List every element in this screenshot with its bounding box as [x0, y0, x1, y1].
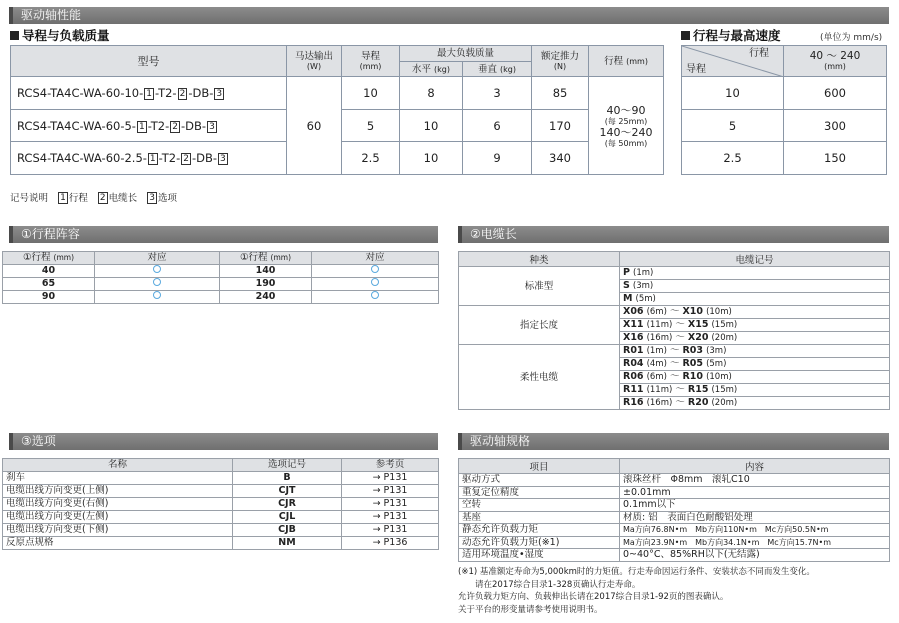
circle-icon: [153, 278, 161, 286]
table-row: [682, 77, 887, 110]
table-row: [459, 345, 890, 358]
section-header-actuator-performance: [9, 7, 889, 24]
cable-type: 柔性电缆: [459, 345, 620, 410]
motor-output-value: 60: [287, 77, 342, 175]
thrust-value: 170: [532, 110, 589, 142]
thrust-value: 340: [532, 142, 589, 175]
spec-item: 适用环境温度•湿度: [459, 549, 620, 562]
spec-item: 静态允许负载力矩: [459, 524, 620, 537]
option-code: CJL: [233, 511, 342, 524]
section-header-cable-length: ②电缆长: [458, 226, 889, 243]
option-name: 电缆出线方向变更(右侧): [3, 498, 233, 511]
table-row: [459, 549, 890, 562]
horizontal-value: 10: [400, 110, 463, 142]
header-support: 对应: [312, 252, 439, 265]
option-code: NM: [233, 537, 342, 550]
model-name: RCS4-TA4C-WA-60-2.5- 1 -T2- 2 -DB- 3: [11, 142, 287, 175]
stroke-value: 40: [3, 265, 95, 278]
table-row: [459, 486, 890, 499]
lead-value: 2.5: [342, 142, 400, 175]
table-row: [459, 267, 890, 280]
table-row: [682, 110, 887, 142]
cable-type: 标准型: [459, 267, 620, 306]
header-stroke: 行程 (mm): [589, 46, 664, 77]
speed-value: 150: [784, 142, 887, 175]
cable-code: R16 (16m) ～ R20 (20m): [620, 397, 890, 410]
section-title: 驱动轴性能: [21, 8, 82, 22]
speed-table: [681, 45, 887, 175]
cable-code: X16 (16m) ～ X20 (20m): [620, 332, 890, 345]
option-name: 电缆出线方向变更(下侧): [3, 524, 233, 537]
model-name: RCS4-TA4C-WA-60-5- 1 -T2- 2 -DB- 3: [11, 110, 287, 142]
header-thrust: 额定推力 (N): [532, 46, 589, 77]
header-model: 型号: [11, 46, 287, 77]
option-page: → P131: [342, 511, 439, 524]
table-row: [459, 306, 890, 319]
section-header-specs: 驱动轴规格: [458, 433, 889, 450]
square-bullet-icon: [681, 31, 690, 40]
option-page: → P136: [342, 537, 439, 550]
horizontal-value: 10: [400, 142, 463, 175]
vertical-value: 3: [463, 77, 532, 110]
table-row: [459, 511, 890, 524]
cable-code: X11 (11m) ～ X15 (15m): [620, 319, 890, 332]
support-mark: [95, 291, 220, 304]
table-row: [3, 291, 439, 304]
table-row: [459, 536, 890, 549]
section-header-stroke-list: ①行程阵容: [9, 226, 438, 243]
spec-item: 驱动方式: [459, 474, 620, 487]
stroke-list-table: [2, 251, 439, 304]
option-page: → P131: [342, 485, 439, 498]
cable-type: 指定长度: [459, 306, 620, 345]
header-lead: 导程 (mm): [342, 46, 400, 77]
section-header-options: ③选项: [9, 433, 438, 450]
cable-code: X06 (6m) ～ X10 (10m): [620, 306, 890, 319]
speed-unit: (单位为 mm/s): [820, 33, 883, 43]
header-horizontal: 水平 (kg): [400, 62, 463, 77]
table-row: [3, 485, 439, 498]
support-mark: [95, 265, 220, 278]
spec-item: 空转: [459, 499, 620, 512]
spec-content: 材质: 铝 表面白色耐酸铝处理: [620, 511, 890, 524]
cable-code: R01 (1m) ～ R03 (3m): [620, 345, 890, 358]
circle-icon: [371, 265, 379, 273]
options-table: [2, 458, 439, 550]
header-stroke: ①行程 (mm): [3, 252, 95, 265]
thrust-value: 85: [532, 77, 589, 110]
cable-code: P (1m): [620, 267, 890, 280]
stroke-value: 140: [220, 265, 312, 278]
header-page: 参考页: [342, 459, 439, 472]
speed-value: 600: [784, 77, 887, 110]
cable-code: S (3m): [620, 280, 890, 293]
header-type: 种类: [459, 252, 620, 267]
option-name: 电缆出线方向变更(上侧): [3, 485, 233, 498]
circle-icon: [153, 291, 161, 299]
circle-icon: [371, 291, 379, 299]
option-name: 电缆出线方向变更(左侧): [3, 511, 233, 524]
option-code: CJB: [233, 524, 342, 537]
vertical-value: 9: [463, 142, 532, 175]
option-page: → P131: [342, 472, 439, 485]
stroke-value: 40～90 (每 25mm) 140～240 (每 50mm): [589, 77, 664, 175]
spec-content: 0~40°C、85%RH以下(无结露): [620, 549, 890, 562]
cable-code: R04 (4m) ～ R05 (5m): [620, 358, 890, 371]
header-motor: 马达输出 (W): [287, 46, 342, 77]
square-bullet-icon: [10, 31, 19, 40]
option-name: 刹车: [3, 472, 233, 485]
spec-item: 重复定位精度: [459, 486, 620, 499]
cable-code: R11 (11m) ～ R15 (15m): [620, 384, 890, 397]
model-name: RCS4-TA4C-WA-60-10- 1 -T2- 2 -DB- 3: [11, 77, 287, 110]
header-content: 内容: [620, 459, 890, 474]
spec-item: 动态允许负载力矩(※1): [459, 536, 620, 549]
option-code: CJR: [233, 498, 342, 511]
stroke-range-header: 40 ～ 240 (mm): [784, 46, 887, 77]
header-code: 电缆记号: [620, 252, 890, 267]
spec-content: 0.1mm以下: [620, 499, 890, 512]
table-row: [3, 265, 439, 278]
lead-payload-title: 导程与负载质量: [10, 26, 110, 44]
header-item: 项目: [459, 459, 620, 474]
speed-title: 行程与最高速度: [681, 26, 781, 44]
lead-value: 5: [342, 110, 400, 142]
lead-value: 5: [682, 110, 784, 142]
table-row: [682, 142, 887, 175]
symbol-legend: 记号说明 1 行程 2 电缆长 3 选项: [10, 193, 177, 204]
spec-content: 滚珠丝杆 Φ8mm 滚轧C10: [620, 474, 890, 487]
speed-value: 300: [784, 110, 887, 142]
stroke-value: 240: [220, 291, 312, 304]
lead-value: 2.5: [682, 142, 784, 175]
table-row: [3, 472, 439, 485]
table-row: [3, 524, 439, 537]
option-name: 反原点规格: [3, 537, 233, 550]
specs-table: [458, 458, 890, 562]
header-name: 名称: [3, 459, 233, 472]
spec-content: ±0.01mm: [620, 486, 890, 499]
support-mark: [95, 278, 220, 291]
lead-value: 10: [342, 77, 400, 110]
table-row: [11, 77, 664, 110]
cable-code: R06 (6m) ～ R10 (10m): [620, 371, 890, 384]
header-payload: 最大负载质量: [400, 46, 532, 62]
stroke-value: 65: [3, 278, 95, 291]
footnote: (※1) 基准额定寿命为5,000km时的力矩值。行走寿命因运行条件、安装状态不同而发生变化。: [458, 567, 815, 577]
option-page: → P131: [342, 524, 439, 537]
spec-content: Ma方向23.9N•m Mb方向34.1N•m Mc方向15.7N•m: [620, 536, 890, 549]
corner-header: 行程 导程: [682, 46, 784, 77]
support-mark: [312, 278, 439, 291]
footnote: 允许负载力矩方向、负载伸出长请在2017综合目录1-92页的图表确认。: [458, 592, 729, 602]
table-row: [3, 498, 439, 511]
stroke-value: 90: [3, 291, 95, 304]
cable-table: [458, 251, 890, 410]
footnote: 关于平台的形变量请参考使用说明书。: [458, 604, 603, 615]
option-page: → P131: [342, 498, 439, 511]
header-code: 选项记号: [233, 459, 342, 472]
table-row: [3, 511, 439, 524]
spec-item: 基座: [459, 511, 620, 524]
vertical-value: 6: [463, 110, 532, 142]
horizontal-value: 8: [400, 77, 463, 110]
footnote: 请在2017综合目录1-328页确认行走寿命。: [458, 579, 641, 590]
support-mark: [312, 265, 439, 278]
cable-code: M (5m): [620, 293, 890, 306]
stroke-value: 190: [220, 278, 312, 291]
header-stroke: ①行程 (mm): [220, 252, 312, 265]
table-row: [459, 524, 890, 537]
spec-content: Ma方向76.8N•m Mb方向110N•m Mc方向50.5N•m: [620, 524, 890, 537]
table-row: [459, 474, 890, 487]
support-mark: [312, 291, 439, 304]
circle-icon: [371, 278, 379, 286]
option-code: B: [233, 472, 342, 485]
lead-payload-table: [10, 45, 664, 175]
lead-value: 10: [682, 77, 784, 110]
header-support: 对应: [95, 252, 220, 265]
table-row: [3, 537, 439, 550]
table-row: [3, 278, 439, 291]
header-vertical: 垂直 (kg): [463, 62, 532, 77]
option-code: CJT: [233, 485, 342, 498]
table-row: [459, 499, 890, 512]
circle-icon: [153, 265, 161, 273]
footnotes: [458, 566, 896, 616]
